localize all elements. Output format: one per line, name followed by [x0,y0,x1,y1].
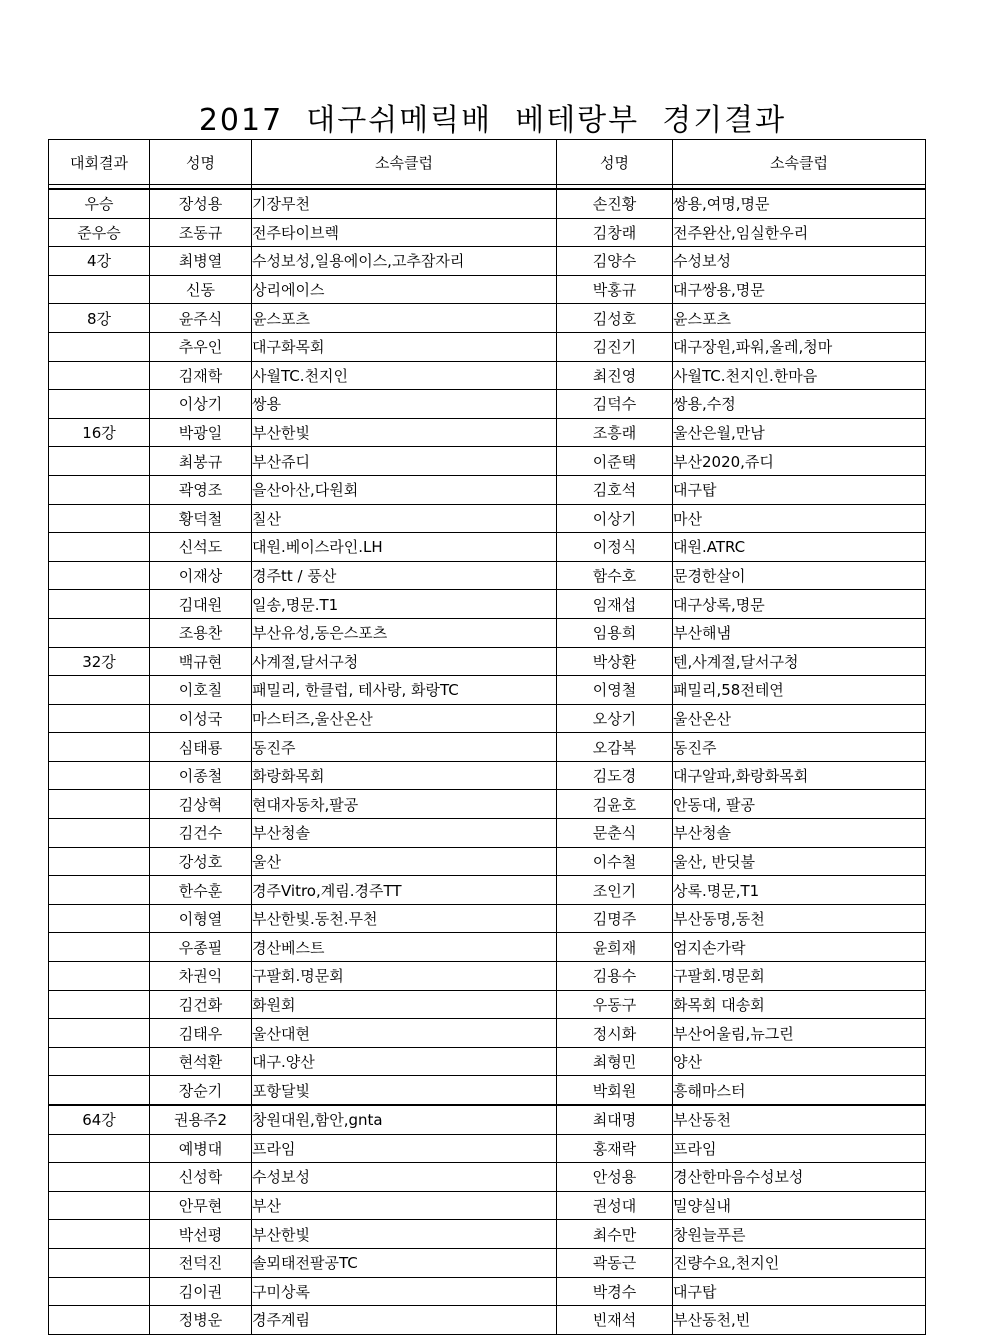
table-row [49,218,926,247]
player-name-2: 안성용 [557,1163,673,1192]
player-name-1: 장성용 [150,189,252,218]
player-name-2: 박홍규 [557,275,673,304]
player-name-1: 추우인 [150,332,252,361]
player-name-2: 김양수 [557,247,673,276]
player-club-1: 창원대원,함안,gnta [252,1105,557,1134]
player-club-1: 을산아산,다원회 [252,475,557,504]
player-club-2: 진량수요,천지인 [673,1248,926,1277]
round-cell [49,990,150,1019]
round-cell [49,1220,150,1249]
player-name-1: 강성호 [150,847,252,876]
round-cell [49,590,150,619]
page-title: 2017 대구쉬메릭배 베테랑부 경기결과 [198,103,787,138]
round-cell [49,1277,150,1306]
table-row [49,418,926,447]
player-club-2: 상록.명문,T1 [673,876,926,905]
table-row [49,876,926,905]
player-name-1: 김대원 [150,590,252,619]
table-header [49,140,926,190]
player-name-2: 김창래 [557,218,673,247]
player-club-1: 포항달빛 [252,1076,557,1105]
player-name-1: 조동규 [150,218,252,247]
player-name-2: 김용수 [557,962,673,991]
table-row [49,590,926,619]
header-name-2: 성명 [557,140,673,185]
table-row [49,761,926,790]
player-club-2: 대구알파,화랑화목회 [673,761,926,790]
table-row [49,647,926,676]
player-name-1: 백규현 [150,647,252,676]
player-name-1: 김건수 [150,819,252,848]
player-club-2: 구팔회.명문회 [673,962,926,991]
player-name-2: 우동구 [557,990,673,1019]
table-row [49,561,926,590]
player-name-1: 박광일 [150,418,252,447]
round-cell: 준우승 [49,218,150,247]
player-name-1: 한수훈 [150,876,252,905]
player-club-1: 일송,명문.T1 [252,590,557,619]
player-name-2: 오상기 [557,704,673,733]
player-name-1: 이형열 [150,904,252,933]
round-cell [49,704,150,733]
player-club-1: 상리에이스 [252,275,557,304]
table-row [49,475,926,504]
round-cell [49,790,150,819]
table-row [49,733,926,762]
player-club-2: 문경한살이 [673,561,926,590]
table-row [49,1220,926,1249]
player-name-2: 손진황 [557,189,673,218]
player-name-2: 김진기 [557,332,673,361]
round-cell [49,761,150,790]
player-club-2: 사월TC.천지인.한마음 [673,361,926,390]
round-cell: 64강 [49,1105,150,1134]
player-name-2: 홍재락 [557,1134,673,1163]
player-club-1: 경산베스트 [252,933,557,962]
player-club-1: 사월TC.천지인 [252,361,557,390]
results-table [48,139,926,1335]
player-club-1: 경주Vitro,계림.경주TT [252,876,557,905]
player-name-2: 김도경 [557,761,673,790]
player-name-1: 장순기 [150,1076,252,1105]
player-club-2: 엄지손가락 [673,933,926,962]
player-name-2: 임용희 [557,618,673,647]
round-cell [49,533,150,562]
player-name-1: 우종필 [150,933,252,962]
table-row [49,504,926,533]
player-club-1: 윤스포츠 [252,304,557,333]
player-name-1: 안무현 [150,1191,252,1220]
player-name-2: 이정식 [557,533,673,562]
round-cell [49,475,150,504]
player-club-2: 쌍용,수정 [673,390,926,419]
player-name-1: 최봉규 [150,447,252,476]
player-club-2: 패밀리,58전테연 [673,676,926,705]
player-name-1: 차권익 [150,962,252,991]
table-row [49,1191,926,1220]
player-club-1: 부산청솔 [252,819,557,848]
player-club-1: 전주타이브렉 [252,218,557,247]
player-club-2: 부산동명,동천 [673,904,926,933]
player-club-1: 경주tt / 풍산 [252,561,557,590]
player-name-2: 문춘식 [557,819,673,848]
header-club-2: 소속클럽 [673,140,926,185]
header-round: 대회결과 [49,140,150,185]
table-row [49,1019,926,1048]
player-club-2: 울산온산 [673,704,926,733]
player-club-1: 패밀리, 한클럽, 테사랑, 화랑TC [252,676,557,705]
round-cell [49,447,150,476]
table-body [49,189,926,1334]
player-club-1: 울산대현 [252,1019,557,1048]
player-club-1: 부산 [252,1191,557,1220]
player-club-2: 대구탑 [673,475,926,504]
player-club-2: 수성보성 [673,247,926,276]
table-row [49,790,926,819]
player-name-2: 이영철 [557,676,673,705]
player-name-2: 김호석 [557,475,673,504]
table-row [49,1076,926,1105]
player-name-2: 임재섭 [557,590,673,619]
player-name-1: 최병열 [150,247,252,276]
round-cell [49,733,150,762]
player-club-2: 부산해냄 [673,618,926,647]
table-row [49,533,926,562]
player-name-1: 김태우 [150,1019,252,1048]
table-row [49,247,926,276]
player-name-2: 최진영 [557,361,673,390]
player-club-1: 칠산 [252,504,557,533]
player-club-2: 부산동천 [673,1105,926,1134]
player-name-2: 이상기 [557,504,673,533]
table-row [49,904,926,933]
player-name-1: 신석도 [150,533,252,562]
player-club-1: 구팔회.명문회 [252,962,557,991]
player-name-1: 심태룡 [150,733,252,762]
table-row [49,189,926,218]
player-name-1: 김건화 [150,990,252,1019]
player-club-1: 쌍용 [252,390,557,419]
player-name-1: 전덕진 [150,1248,252,1277]
player-club-2: 마산 [673,504,926,533]
table-row [49,962,926,991]
player-club-2: 쌍용,여명,명문 [673,189,926,218]
player-name-2: 최대명 [557,1105,673,1134]
round-cell [49,1047,150,1076]
player-club-2: 부산동천,빈 [673,1306,926,1335]
player-name-1: 조용찬 [150,618,252,647]
player-name-2: 오감복 [557,733,673,762]
round-cell [49,561,150,590]
player-name-1: 곽영조 [150,475,252,504]
table-row [49,618,926,647]
round-cell: 32강 [49,647,150,676]
player-club-1: 동진주 [252,733,557,762]
table-row [49,1105,926,1134]
round-cell [49,390,150,419]
player-name-2: 박회원 [557,1076,673,1105]
player-name-1: 현석환 [150,1047,252,1076]
player-name-1: 김재학 [150,361,252,390]
player-name-2: 김덕수 [557,390,673,419]
table-row [49,1163,926,1192]
player-name-1: 박선평 [150,1220,252,1249]
player-club-1: 부산쥬디 [252,447,557,476]
round-cell: 16강 [49,418,150,447]
round-cell [49,275,150,304]
player-club-1: 솔뫼태전팔공TC [252,1248,557,1277]
player-club-2: 프라임 [673,1134,926,1163]
round-cell: 8강 [49,304,150,333]
player-club-2: 울산, 반딧불 [673,847,926,876]
player-club-2: 전주완산,임실한우리 [673,218,926,247]
player-club-2: 부산어울림,뉴그린 [673,1019,926,1048]
table-row [49,304,926,333]
round-cell [49,1076,150,1105]
player-club-1: 화랑화목회 [252,761,557,790]
player-club-2: 경산한마음수성보성 [673,1163,926,1192]
round-cell [49,1163,150,1192]
player-name-2: 최형민 [557,1047,673,1076]
player-name-1: 이호칠 [150,676,252,705]
player-club-1: 수성보성 [252,1163,557,1192]
round-cell [49,1191,150,1220]
player-name-2: 이수철 [557,847,673,876]
player-name-1: 윤주식 [150,304,252,333]
player-club-2: 밀양실내 [673,1191,926,1220]
player-club-1: 부산한빛 [252,1220,557,1249]
player-club-2: 안동대, 팔공 [673,790,926,819]
player-club-1: 대구.양산 [252,1047,557,1076]
player-club-1: 대구화목회 [252,332,557,361]
round-cell [49,1019,150,1048]
player-club-1: 울산 [252,847,557,876]
player-club-2: 창원늘푸른 [673,1220,926,1249]
player-name-1: 권용주2 [150,1105,252,1134]
player-name-1: 신동 [150,275,252,304]
round-cell [49,676,150,705]
player-name-2: 김명주 [557,904,673,933]
player-name-2: 윤희재 [557,933,673,962]
round-cell [49,618,150,647]
player-name-2: 최수만 [557,1220,673,1249]
player-club-2: 대구탑 [673,1277,926,1306]
player-club-2: 윤스포츠 [673,304,926,333]
table-row [49,1248,926,1277]
table-row [49,1306,926,1335]
player-name-2: 김성호 [557,304,673,333]
player-club-2: 화목회 대송회 [673,990,926,1019]
player-club-1: 구미상록 [252,1277,557,1306]
player-club-2: 대구장원,파워,올레,청마 [673,332,926,361]
player-club-2: 울산은월,만남 [673,418,926,447]
table-row [49,447,926,476]
player-club-1: 기장무천 [252,189,557,218]
table-row [49,332,926,361]
round-cell [49,504,150,533]
table-row [49,847,926,876]
round-cell [49,847,150,876]
player-name-2: 정시화 [557,1019,673,1048]
player-name-1: 신성학 [150,1163,252,1192]
player-name-2: 함수호 [557,561,673,590]
round-cell [49,361,150,390]
player-club-2: 대원.ATRC [673,533,926,562]
round-cell: 우승 [49,189,150,218]
round-cell [49,962,150,991]
player-name-1: 김상혁 [150,790,252,819]
round-cell [49,904,150,933]
player-club-2: 대구상록,명문 [673,590,926,619]
player-club-1: 프라임 [252,1134,557,1163]
player-name-1: 이재상 [150,561,252,590]
player-club-1: 부산한빛 [252,418,557,447]
player-name-1: 이성국 [150,704,252,733]
player-club-2: 대구쌍용,명문 [673,275,926,304]
player-club-2: 부산2020,쥬디 [673,447,926,476]
player-name-2: 조인기 [557,876,673,905]
player-name-2: 김윤호 [557,790,673,819]
player-club-1: 현대자동차,팔공 [252,790,557,819]
table-row [49,361,926,390]
player-name-2: 이준택 [557,447,673,476]
player-club-1: 대원.베이스라인.LH [252,533,557,562]
round-cell [49,933,150,962]
player-name-1: 예병대 [150,1134,252,1163]
player-club-1: 부산유성,동은스포츠 [252,618,557,647]
player-name-1: 김이권 [150,1277,252,1306]
round-cell [49,819,150,848]
table-row [49,990,926,1019]
player-club-2: 부산청솔 [673,819,926,848]
player-name-2: 권성대 [557,1191,673,1220]
table-row [49,390,926,419]
player-name-1: 황덕철 [150,504,252,533]
round-cell [49,876,150,905]
player-club-2: 동진주 [673,733,926,762]
player-name-2: 빈재석 [557,1306,673,1335]
round-cell [49,1306,150,1335]
table-row [49,1047,926,1076]
player-club-2: 흥해마스터 [673,1076,926,1105]
player-club-2: 양산 [673,1047,926,1076]
player-club-1: 수성보성,일용에이스,고추잠자리 [252,247,557,276]
round-cell [49,1248,150,1277]
player-name-1: 이상기 [150,390,252,419]
header-club-1: 소속클럽 [252,140,557,185]
table-row [49,704,926,733]
table-row [49,1134,926,1163]
round-cell [49,332,150,361]
player-club-1: 사계절,달서구청 [252,647,557,676]
header-name-1: 성명 [150,140,252,185]
player-name-2: 박상환 [557,647,673,676]
player-name-2: 곽동근 [557,1248,673,1277]
player-club-1: 경주계림 [252,1306,557,1335]
player-club-1: 부산한빛.동천.무천 [252,904,557,933]
player-name-1: 이종철 [150,761,252,790]
player-name-2: 조흥래 [557,418,673,447]
table-row [49,819,926,848]
player-name-2: 박경수 [557,1277,673,1306]
table-row [49,676,926,705]
round-cell: 4강 [49,247,150,276]
player-name-1: 정병운 [150,1306,252,1335]
player-club-1: 화원회 [252,990,557,1019]
table-row [49,275,926,304]
player-club-2: 텐,사계절,달서구청 [673,647,926,676]
round-cell [49,1134,150,1163]
table-row [49,1277,926,1306]
player-club-1: 마스터즈,울산온산 [252,704,557,733]
table-row [49,933,926,962]
